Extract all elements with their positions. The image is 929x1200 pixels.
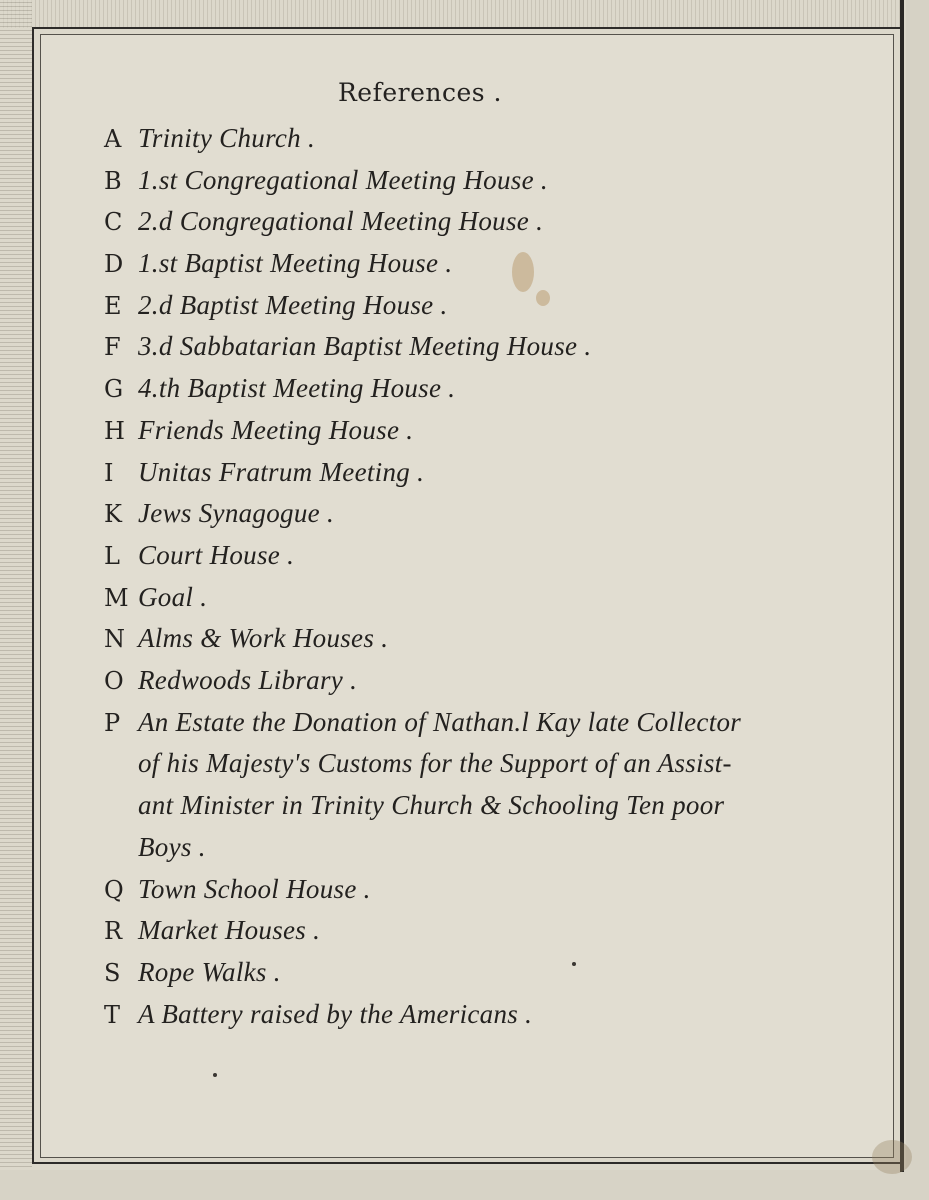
reference-text: Jews Synagogue . [138, 498, 335, 529]
references-list [104, 118, 894, 1035]
reference-text: Unitas Fratrum Meeting . [138, 456, 425, 487]
reference-text: 2.d Congregational Meeting House . [138, 206, 544, 237]
reference-key: P [104, 708, 121, 737]
reference-text: Trinity Church . [138, 123, 316, 153]
list-item [104, 577, 894, 619]
reference-text: 1.st Baptist Meeting House . [138, 248, 453, 279]
list-item [104, 326, 894, 368]
right-border-rule [900, 0, 904, 1172]
reference-text: An Estate the Donation of Nathan.l Kay late Collector of his Majesty's Customs for the Support of an Assist- ant Minister in Trinity Church & Schooling Ten poor Boys . [138, 706, 742, 862]
list-item [104, 493, 894, 535]
reference-text: Goal . [138, 581, 208, 612]
reference-key: S [104, 959, 121, 987]
reference-text: Alms & Work Houses . [138, 623, 389, 654]
list-item [104, 118, 894, 160]
list-item [104, 618, 894, 660]
list-item [104, 952, 894, 994]
list-item [104, 994, 894, 1036]
reference-key: B [104, 166, 122, 195]
list-item [104, 410, 894, 452]
engraved-hatching-left [0, 0, 32, 1170]
reference-key: G [104, 375, 124, 404]
list-item [104, 368, 894, 410]
reference-text: Court House . [138, 539, 295, 570]
paper-margin-right [906, 0, 929, 1200]
list-item [104, 535, 894, 577]
reference-key: M [104, 583, 129, 612]
reference-key: C [104, 208, 123, 237]
list-item [104, 160, 894, 202]
reference-text: 1.st Congregational Meeting House . [138, 164, 548, 195]
reference-text: 2.d Baptist Meeting House . [138, 289, 448, 320]
list-item [104, 452, 894, 494]
list-item [104, 660, 894, 702]
reference-key: T [104, 1000, 121, 1029]
reference-key: N [104, 625, 125, 654]
reference-text: 4.th Baptist Meeting House . [138, 373, 456, 404]
engraved-hatching-top [0, 0, 900, 28]
reference-key: O [104, 666, 124, 695]
reference-text: Market Houses . [138, 915, 321, 946]
reference-key: F [104, 333, 121, 362]
reference-key: L [104, 541, 120, 570]
reference-text: Friends Meeting House . [138, 414, 414, 445]
reference-text: A Battery raised by the Americans . [138, 998, 533, 1029]
reference-key: D [104, 250, 124, 279]
list-item [104, 910, 894, 952]
reference-key: H [104, 416, 125, 445]
list-item [104, 869, 894, 911]
reference-text: Redwoods Library . [138, 664, 358, 695]
list-item [104, 243, 894, 285]
reference-key: E [104, 291, 122, 320]
references-heading: References . [337, 78, 503, 107]
foxing-stain [872, 1140, 912, 1174]
reference-key: I [104, 458, 114, 487]
reference-key: K [104, 500, 122, 529]
reference-key: Q [104, 875, 124, 904]
reference-key: A [104, 125, 122, 153]
list-item [104, 702, 894, 869]
list-item [104, 201, 894, 243]
reference-text: 3.d Sabbatarian Baptist Meeting House . [138, 331, 592, 362]
list-item [104, 285, 894, 327]
ink-speck [213, 1073, 217, 1077]
reference-text: Rope Walks . [138, 957, 281, 987]
reference-text: Town School House . [138, 873, 371, 904]
paper-margin-bottom [0, 1170, 929, 1200]
reference-key: R [104, 917, 123, 946]
